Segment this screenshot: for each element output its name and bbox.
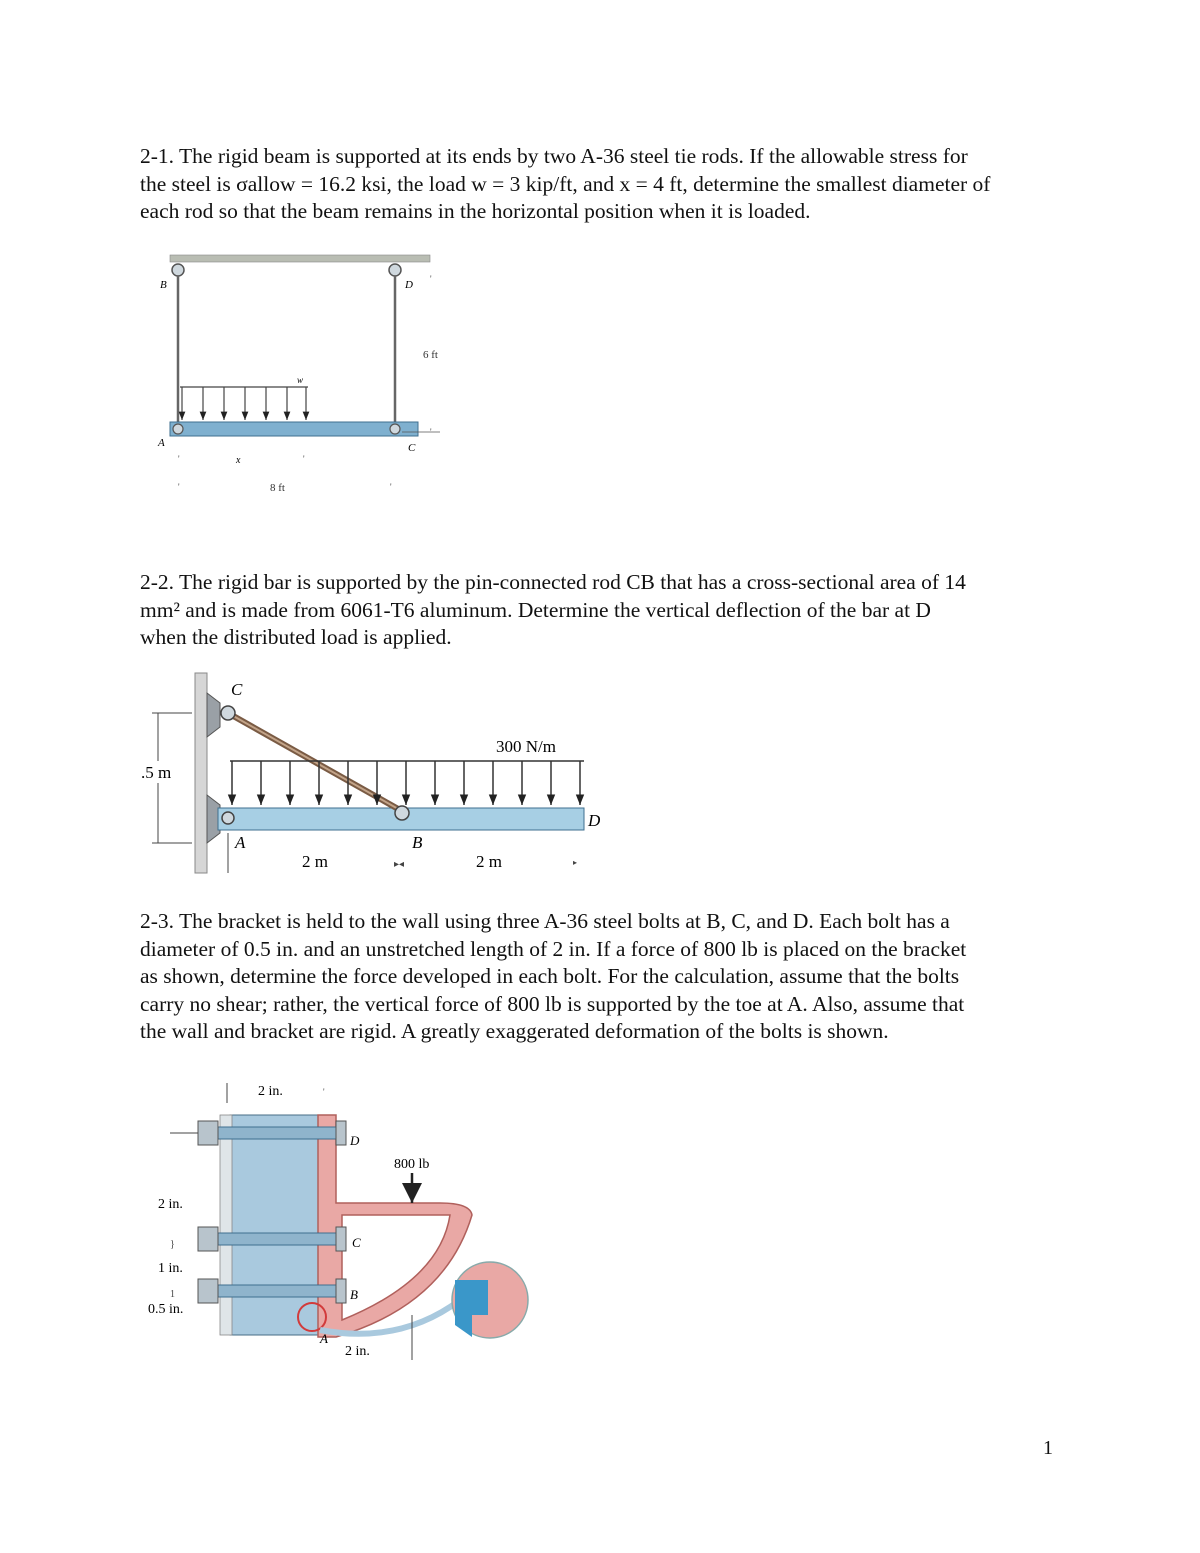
label-b: B bbox=[350, 1287, 358, 1302]
label-d: D bbox=[588, 811, 601, 830]
wall-face bbox=[220, 1115, 232, 1335]
wall bbox=[230, 1115, 318, 1335]
text-line: 2-3. The bracket is held to the wall using three A-36 steel bolts at B, C, and D. Each bolt has a bbox=[140, 909, 950, 933]
dim-dc: 2 in. bbox=[158, 1197, 183, 1212]
dim-mark: 1 bbox=[170, 1289, 175, 1300]
label-c: C bbox=[408, 442, 416, 454]
dim-mark: ' bbox=[390, 482, 392, 492]
dim-ab: 2 m bbox=[302, 852, 328, 871]
pin-a bbox=[222, 812, 234, 824]
wall bbox=[195, 673, 207, 873]
text-line: 2-2. The rigid bar is supported by the pin-connected rod CB that has a cross-sectional area of 14 bbox=[140, 570, 966, 594]
label-x: x bbox=[236, 455, 241, 466]
label-a: A bbox=[158, 437, 165, 449]
text-line: as shown, determine the force developed in each bolt. For the calculation, assume that the bolts bbox=[140, 964, 960, 988]
ceiling bbox=[170, 255, 430, 262]
problem-2-2-text bbox=[140, 569, 1070, 652]
figure-2-2 bbox=[140, 665, 620, 880]
dim-mark: ▸◂ bbox=[394, 859, 405, 870]
figure-2-1 bbox=[140, 250, 460, 500]
label-w: w bbox=[297, 375, 304, 385]
bracket-c bbox=[207, 693, 220, 737]
load-label: 300 N/m bbox=[496, 737, 556, 756]
text-line: the wall and bracket are rigid. A greatly exaggerated deformation of the bolts is shown. bbox=[140, 1019, 889, 1043]
dim-bd: 2 m bbox=[476, 852, 502, 871]
dim-mark: ' bbox=[323, 1087, 325, 1097]
text-line: mm² and is made from 6061-T6 aluminum. Determine the vertical deflection of the bar at D bbox=[140, 597, 931, 622]
text-line: diameter of 0.5 in. and an unstretched length of 2 in. If a force of 800 lb is placed on the bracket bbox=[140, 936, 967, 961]
dim-bottom: 2 in. bbox=[345, 1344, 370, 1359]
rigid-beam bbox=[170, 422, 418, 436]
dim-mark: ▸ bbox=[573, 858, 578, 867]
label-c: C bbox=[231, 680, 243, 699]
load-arrows bbox=[232, 761, 580, 805]
dim-height: .5 m bbox=[141, 763, 172, 782]
label-a: A bbox=[320, 1331, 328, 1346]
load-arrows bbox=[182, 387, 306, 420]
dim-top: 2 in. bbox=[258, 1084, 283, 1099]
pin-d bbox=[389, 264, 401, 276]
label-d: D bbox=[350, 1133, 360, 1148]
dim-mark: } bbox=[170, 1239, 175, 1250]
text-line: 2-1. The rigid beam is supported at its ends by two A-36 steel tie rods. If the allowable stress for bbox=[140, 144, 968, 168]
text-line: the steel is σallow = 16.2 ksi, the load w = 3 kip/ft, and x = 4 ft, determine the smallest diameter of bbox=[140, 171, 991, 196]
page-number: 1 bbox=[1043, 1437, 1053, 1459]
pin-a bbox=[173, 424, 183, 434]
figure-2-3 bbox=[140, 1075, 540, 1365]
problem-2-3-text bbox=[140, 908, 1070, 1046]
label-c: C bbox=[352, 1235, 361, 1250]
dim-mark: ' bbox=[303, 454, 305, 464]
text-line: when the distributed load is applied. bbox=[140, 625, 452, 649]
dim-6ft: 6 ft bbox=[423, 349, 438, 361]
dim-cb: 1 in. bbox=[158, 1261, 183, 1276]
pin-c bbox=[390, 424, 400, 434]
dim-mark: ' bbox=[178, 482, 180, 492]
dim-mark: ' bbox=[178, 454, 180, 464]
text-line: each rod so that the beam remains in the horizontal position when it is loaded. bbox=[140, 199, 811, 223]
text-line: carry no shear; rather, the vertical force of 800 lb is supported by the toe at A. Also, assume that bbox=[140, 991, 965, 1016]
pin-c bbox=[221, 706, 235, 720]
problem-2-1-text bbox=[140, 143, 1070, 226]
pin-b bbox=[395, 806, 409, 820]
label-a: A bbox=[235, 833, 246, 852]
label-d: D bbox=[405, 279, 413, 291]
dim-ba: 0.5 in. bbox=[148, 1302, 184, 1317]
force-label: 800 lb bbox=[394, 1157, 430, 1172]
dim-8ft: 8 ft bbox=[270, 482, 285, 494]
dim-mark: ' bbox=[430, 427, 432, 437]
pin-b bbox=[172, 264, 184, 276]
dim-mark: ' bbox=[430, 274, 432, 284]
label-b: B bbox=[412, 833, 423, 852]
label-b: B bbox=[160, 279, 167, 291]
